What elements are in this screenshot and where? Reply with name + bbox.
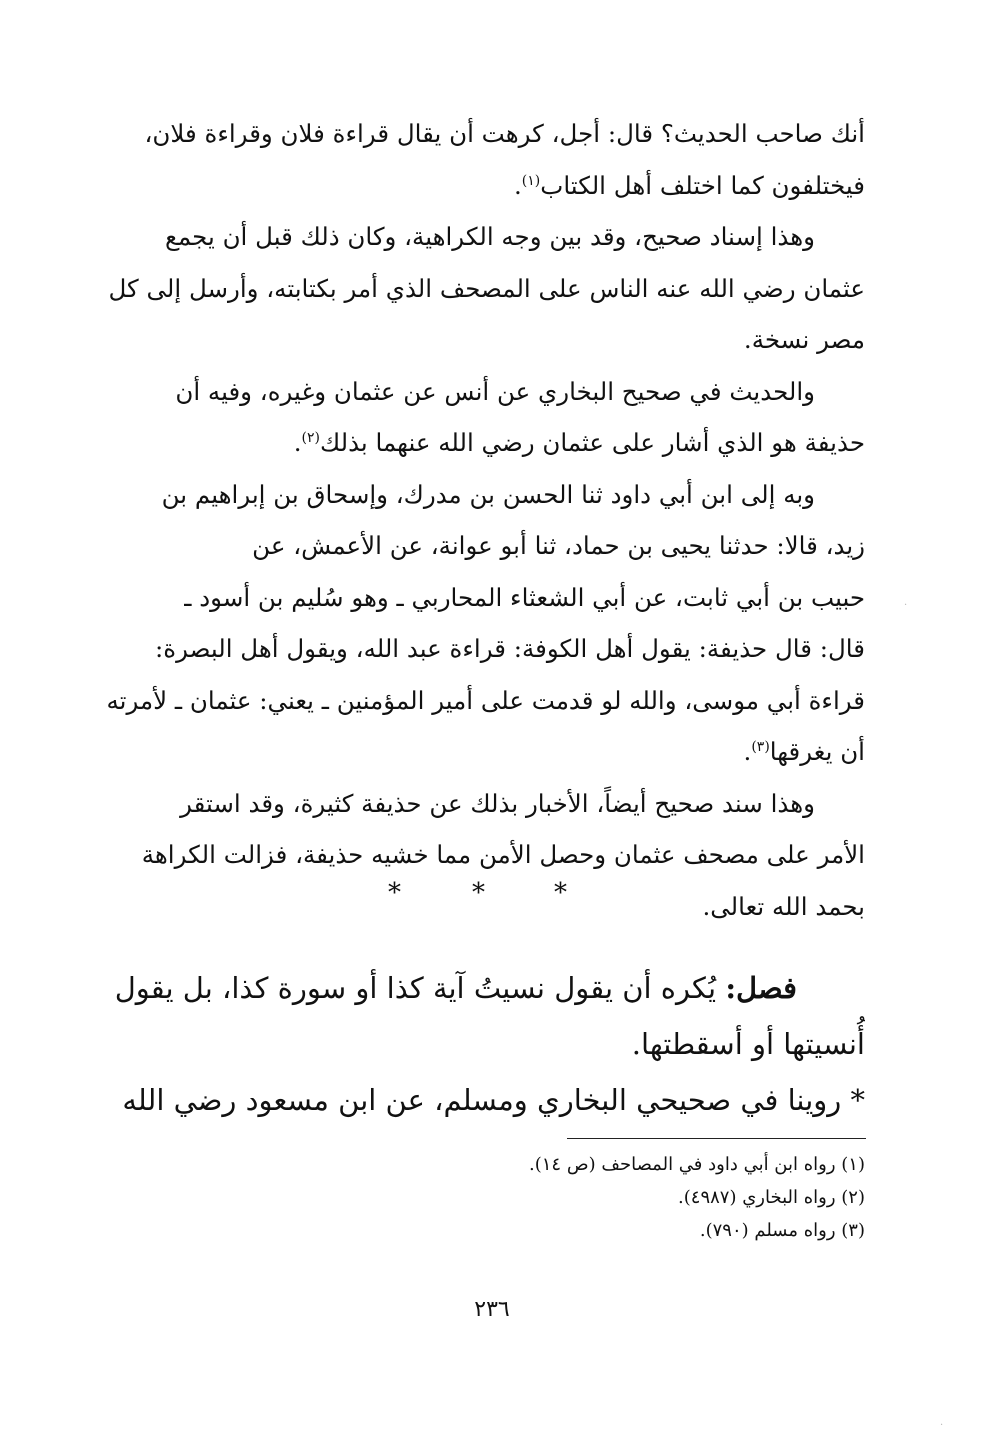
text-segment: يُكره أن يقول نسيتُ آية كذا أو سورة كذا، بل يقول: [114, 971, 726, 1005]
separator-star: *: [554, 878, 567, 908]
text-line: وهذا إسناد صحيح، وقد بين وجه الكراهية، وكان ذلك قبل أن يجمع: [164, 222, 815, 251]
footnote-divider: [567, 1138, 866, 1139]
footnote-ref[interactable]: (٢): [301, 429, 320, 446]
fasl-section: [80, 960, 865, 1128]
period: .: [514, 170, 522, 200]
footnote-3: (٣) رواه مسلم (٧٩٠).: [699, 1220, 865, 1241]
text-line: [80, 417, 865, 469]
text-line: زيد، قالا: حدثنا يحيى بن حماد، ثنا أبو عوانة، عن الأعمش، عن: [252, 531, 865, 560]
text-line: [80, 960, 865, 1016]
text-line: والحديث في صحيح البخاري عن أنس عن عثمان وغيره، وفيه أن: [175, 376, 815, 406]
footnote-ref[interactable]: (٣): [751, 738, 770, 755]
text-line: قراءة أبي موسى، والله لو قدمت على أمير المؤمنين ـ يعني: عثمان ـ لأمرته: [106, 685, 865, 715]
separator-star: *: [472, 878, 485, 908]
paragraph-1: [80, 108, 865, 211]
section-separator: [0, 876, 984, 910]
text-line: [80, 160, 865, 212]
text-line: وهذا سند صحيح أيضاً، الأخبار بذلك عن حذيفة كثيرة، وقد استقر: [180, 788, 815, 818]
scan-mark: ·: [904, 600, 908, 611]
main-text: [80, 108, 865, 932]
text-line: قال: قال حذيفة: يقول أهل الكوفة: قراءة عبد الله، ويقول أهل البصرة:: [155, 634, 865, 663]
paragraph-4: [80, 469, 865, 778]
text-line: عثمان رضي الله عنه الناس على المصحف الذي أمر بكتابته، وأرسل إلى كل: [108, 273, 865, 303]
text-line: أُنسيتها أو أسقطتها.: [631, 1027, 865, 1061]
text-segment: حذيفة هو الذي أشار على عثمان رضي الله عنهما بذلك: [319, 428, 865, 457]
fasl-keyword: فصل:: [725, 971, 797, 1005]
page-number: ٢٣٦: [474, 1297, 510, 1322]
text-line: حبيب بن أبي ثابت، عن أبي الشعثاء المحاربي ـ وهو سُليم بن أسود ـ: [184, 582, 865, 612]
text-line: أنك صاحب الحديث؟ قال: أجل، كرهت أن يقال قراءة فلان وقراءة فلان،: [144, 119, 865, 148]
footnotes: [380, 1148, 865, 1247]
text-line: [80, 726, 865, 778]
text-segment: فيختلفون كما اختلف أهل الكتاب: [540, 170, 865, 200]
text-line: مصر نسخة.: [743, 325, 865, 354]
text-line: وبه إلى ابن أبي داود ثنا الحسن بن مدرك، وإسحاق بن إبراهيم بن: [161, 479, 815, 509]
paragraph-3: [80, 366, 865, 469]
paragraph-2: [80, 211, 865, 366]
text-line: بحمد الله تعالى.: [702, 891, 865, 921]
footnote-ref[interactable]: (١): [521, 172, 541, 189]
scan-mark: ·: [940, 1420, 944, 1431]
period: .: [293, 428, 302, 457]
footnote-2: (٢) رواه البخاري (٤٩٨٧).: [678, 1187, 865, 1208]
period: .: [743, 737, 752, 766]
text-line: * روينا في صحيحي البخاري ومسلم، عن ابن مسعود رضي الله: [122, 1083, 865, 1117]
text-line: الأمر على مصحف عثمان وحصل الأمن مما خشيه حذيفة، فزالت الكراهة: [141, 840, 865, 869]
separator-star: *: [388, 878, 401, 908]
text-segment: أن يغرقها: [769, 737, 865, 766]
fasl-paragraph: [80, 960, 865, 1128]
footnote-1: (١) رواه ابن أبي داود في المصاحف (ص ١٤).: [529, 1154, 865, 1175]
